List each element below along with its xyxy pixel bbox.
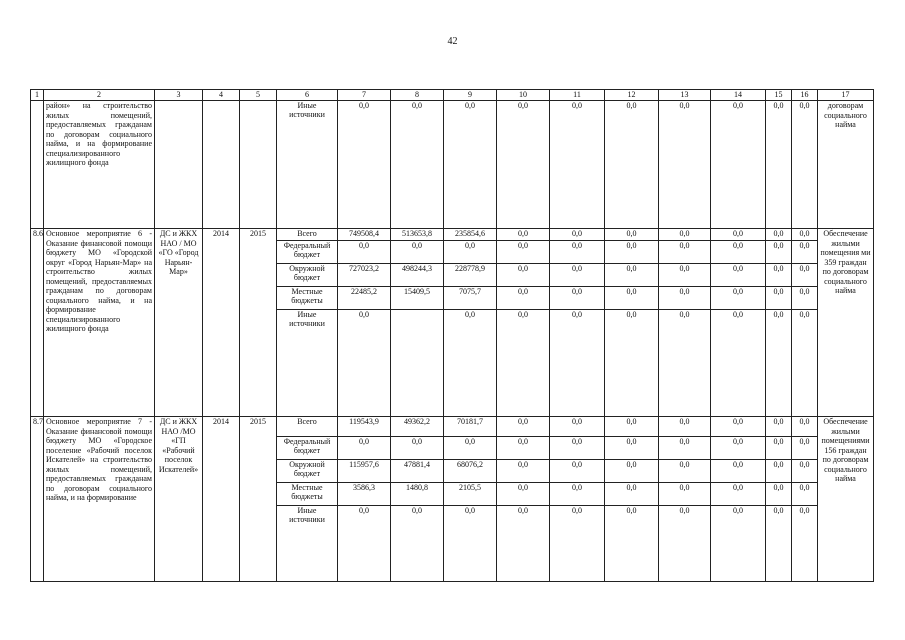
funding-source: Местные бюджеты	[277, 287, 338, 310]
value-cell: 0,0	[766, 437, 792, 460]
value-cell: 0,0	[711, 264, 766, 287]
value-cell: 0,0	[766, 287, 792, 310]
value-cell: 0,0	[659, 310, 711, 417]
value-cell: 1480,8	[391, 483, 444, 506]
value-cell: 0,0	[338, 506, 391, 582]
value-cell: 0,0	[391, 506, 444, 582]
value-cell: 0,0	[792, 310, 818, 417]
end-year: 2015	[240, 229, 277, 417]
value-cell: 0,0	[659, 437, 711, 460]
value-cell: 0,0	[444, 437, 497, 460]
value-cell: 498244,3	[391, 264, 444, 287]
value-cell: 228778,9	[444, 264, 497, 287]
value-cell: 0,0	[766, 460, 792, 483]
header-cell: 2	[44, 90, 155, 101]
value-cell: 49362,2	[391, 417, 444, 437]
funding-source: Всего	[277, 417, 338, 437]
table-row	[31, 229, 874, 241]
value-cell: 15409,5	[391, 287, 444, 310]
value-cell: 0,0	[659, 417, 711, 437]
value-cell: 0,0	[766, 101, 792, 229]
header-row	[31, 90, 874, 101]
start-year: 2014	[203, 417, 240, 582]
header-cell: 8	[391, 90, 444, 101]
value-cell: 0,0	[711, 437, 766, 460]
funding-source: Местные бюджеты	[277, 483, 338, 506]
value-cell: 0,0	[497, 437, 550, 460]
row-id: 8.7	[31, 417, 44, 582]
funding-source: Федеральный бюджет	[277, 437, 338, 460]
value-cell: 0,0	[497, 101, 550, 229]
value-cell: 0,0	[659, 101, 711, 229]
start-year: 2014	[203, 229, 240, 417]
header-cell: 15	[766, 90, 792, 101]
value-cell: 70181,7	[444, 417, 497, 437]
value-cell: 0,0	[550, 483, 605, 506]
value-cell: 0,0	[792, 417, 818, 437]
value-cell: 0,0	[711, 506, 766, 582]
value-cell: 0,0	[497, 310, 550, 417]
value-cell: 0,0	[444, 241, 497, 264]
value-cell: 0,0	[605, 483, 659, 506]
value-cell: 0,0	[605, 241, 659, 264]
value-cell: 0,0	[792, 437, 818, 460]
value-cell: 47881,4	[391, 460, 444, 483]
funding-source: Иные источники	[277, 506, 338, 582]
value-cell: 2105,5	[444, 483, 497, 506]
value-cell: 0,0	[659, 460, 711, 483]
header-cell: 4	[203, 90, 240, 101]
value-cell: 0,0	[338, 437, 391, 460]
value-cell: 0,0	[605, 264, 659, 287]
funding-source: Окружной бюджет	[277, 264, 338, 287]
value-cell: 0,0	[766, 417, 792, 437]
value-cell: 0,0	[497, 506, 550, 582]
header-cell: 5	[240, 90, 277, 101]
expected-result: Обеспечение жилыми помещения ми 359 граждан по договорам социального найма	[818, 229, 874, 417]
header-cell: 10	[497, 90, 550, 101]
value-cell: 22485,2	[338, 287, 391, 310]
value-cell: 0,0	[711, 460, 766, 483]
value-cell: 0,0	[550, 437, 605, 460]
value-cell: 0,0	[766, 229, 792, 241]
value-cell: 513653,8	[391, 229, 444, 241]
row-id	[31, 101, 44, 229]
value-cell: 0,0	[391, 241, 444, 264]
value-cell: 0,0	[444, 506, 497, 582]
executor-cell: ДС и ЖКХ НАО /МО «ГП «Рабочий поселок Искателей»	[155, 417, 203, 582]
program-table	[30, 89, 874, 582]
value-cell: 0,0	[711, 229, 766, 241]
value-cell: 7075,7	[444, 287, 497, 310]
end-year	[240, 101, 277, 229]
header-cell: 16	[792, 90, 818, 101]
funding-source: Федеральный бюджет	[277, 241, 338, 264]
value-cell: 3586,3	[338, 483, 391, 506]
funding-source: Окружной бюджет	[277, 460, 338, 483]
value-cell: 0,0	[711, 287, 766, 310]
table-row	[31, 417, 874, 437]
value-cell: 0,0	[659, 229, 711, 241]
value-cell: 0,0	[338, 241, 391, 264]
page-number: 42	[447, 36, 458, 47]
value-cell: 0,0	[766, 264, 792, 287]
value-cell: 0,0	[792, 483, 818, 506]
value-cell: 0,0	[605, 101, 659, 229]
value-cell: 0,0	[497, 241, 550, 264]
value-cell: 0,0	[711, 417, 766, 437]
expected-result: договорам социального найма	[818, 101, 874, 229]
value-cell: 0,0	[711, 310, 766, 417]
value-cell: 0,0	[497, 264, 550, 287]
value-cell	[391, 310, 444, 417]
end-year: 2015	[240, 417, 277, 582]
value-cell: 0,0	[444, 310, 497, 417]
value-cell: 0,0	[659, 264, 711, 287]
value-cell: 0,0	[792, 506, 818, 582]
table-row	[31, 101, 874, 229]
value-cell: 0,0	[659, 241, 711, 264]
value-cell: 0,0	[497, 229, 550, 241]
funding-source: Всего	[277, 229, 338, 241]
value-cell: 0,0	[338, 310, 391, 417]
header-cell: 3	[155, 90, 203, 101]
value-cell: 235854,6	[444, 229, 497, 241]
row-id: 8.6	[31, 229, 44, 417]
value-cell: 68076,2	[444, 460, 497, 483]
value-cell: 0,0	[497, 483, 550, 506]
executor-cell: ДС и ЖКХ НАО / МО «ГО «Город Нарьян-Мар»	[155, 229, 203, 417]
value-cell: 0,0	[550, 287, 605, 310]
value-cell: 0,0	[550, 310, 605, 417]
header-cell: 12	[605, 90, 659, 101]
funding-source: Иные источники	[277, 101, 338, 229]
value-cell: 0,0	[711, 101, 766, 229]
value-cell: 0,0	[338, 101, 391, 229]
value-cell: 0,0	[792, 287, 818, 310]
value-cell: 0,0	[711, 241, 766, 264]
value-cell: 0,0	[792, 101, 818, 229]
value-cell: 0,0	[550, 229, 605, 241]
value-cell: 0,0	[792, 264, 818, 287]
header-cell: 9	[444, 90, 497, 101]
value-cell: 0,0	[792, 460, 818, 483]
start-year	[203, 101, 240, 229]
value-cell: 119543,9	[338, 417, 391, 437]
value-cell: 0,0	[550, 460, 605, 483]
value-cell: 0,0	[711, 483, 766, 506]
value-cell: 0,0	[659, 483, 711, 506]
measure-description: Основное мероприятие 7 - Оказание финансовой помощи бюджету МО «Городское поселение «Рабочий поселок Искателей» на строительство жилых помещений, предоставляемых гражданам по договорам социального найма, и на формирование	[44, 417, 155, 582]
value-cell: 115957,6	[338, 460, 391, 483]
header-cell: 17	[818, 90, 874, 101]
value-cell: 0,0	[497, 460, 550, 483]
header-cell: 11	[550, 90, 605, 101]
value-cell: 0,0	[605, 460, 659, 483]
value-cell: 0,0	[766, 483, 792, 506]
header-cell: 14	[711, 90, 766, 101]
value-cell: 0,0	[605, 310, 659, 417]
value-cell: 727023,2	[338, 264, 391, 287]
value-cell: 0,0	[605, 506, 659, 582]
value-cell: 0,0	[659, 506, 711, 582]
value-cell: 0,0	[391, 101, 444, 229]
value-cell: 0,0	[550, 417, 605, 437]
value-cell: 0,0	[550, 241, 605, 264]
value-cell: 0,0	[605, 287, 659, 310]
value-cell: 0,0	[605, 417, 659, 437]
value-cell: 0,0	[605, 229, 659, 241]
funding-source: Иные источники	[277, 310, 338, 417]
value-cell: 749508,4	[338, 229, 391, 241]
value-cell: 0,0	[550, 101, 605, 229]
value-cell: 0,0	[550, 264, 605, 287]
value-cell: 0,0	[550, 506, 605, 582]
header-cell: 1	[31, 90, 44, 101]
executor-cell	[155, 101, 203, 229]
value-cell: 0,0	[792, 229, 818, 241]
value-cell: 0,0	[605, 437, 659, 460]
value-cell: 0,0	[659, 287, 711, 310]
value-cell: 0,0	[766, 241, 792, 264]
header-cell: 6	[277, 90, 338, 101]
expected-result: Обеспечение жилыми помещениями 156 граждан по договорам социального найма	[818, 417, 874, 582]
measure-description: Основное мероприятие 6 - Оказание финансовой помощи бюджету МО «Городской округ «Город Нарьян-Мар» на строительство жилых помещений, предоставляемых гражданам по договорам социального найма, и на формирование специализированного жилищного фонда	[44, 229, 155, 417]
header-cell: 13	[659, 90, 711, 101]
value-cell: 0,0	[391, 437, 444, 460]
value-cell: 0,0	[497, 417, 550, 437]
value-cell: 0,0	[444, 101, 497, 229]
value-cell: 0,0	[766, 506, 792, 582]
value-cell: 0,0	[792, 241, 818, 264]
value-cell: 0,0	[497, 287, 550, 310]
value-cell: 0,0	[766, 310, 792, 417]
measure-description: район» на строительство жилых помещений, предоставляемых гражданам по договорам социального найма, и на формирование специализированного жилищного фонда	[44, 101, 155, 229]
header-cell: 7	[338, 90, 391, 101]
